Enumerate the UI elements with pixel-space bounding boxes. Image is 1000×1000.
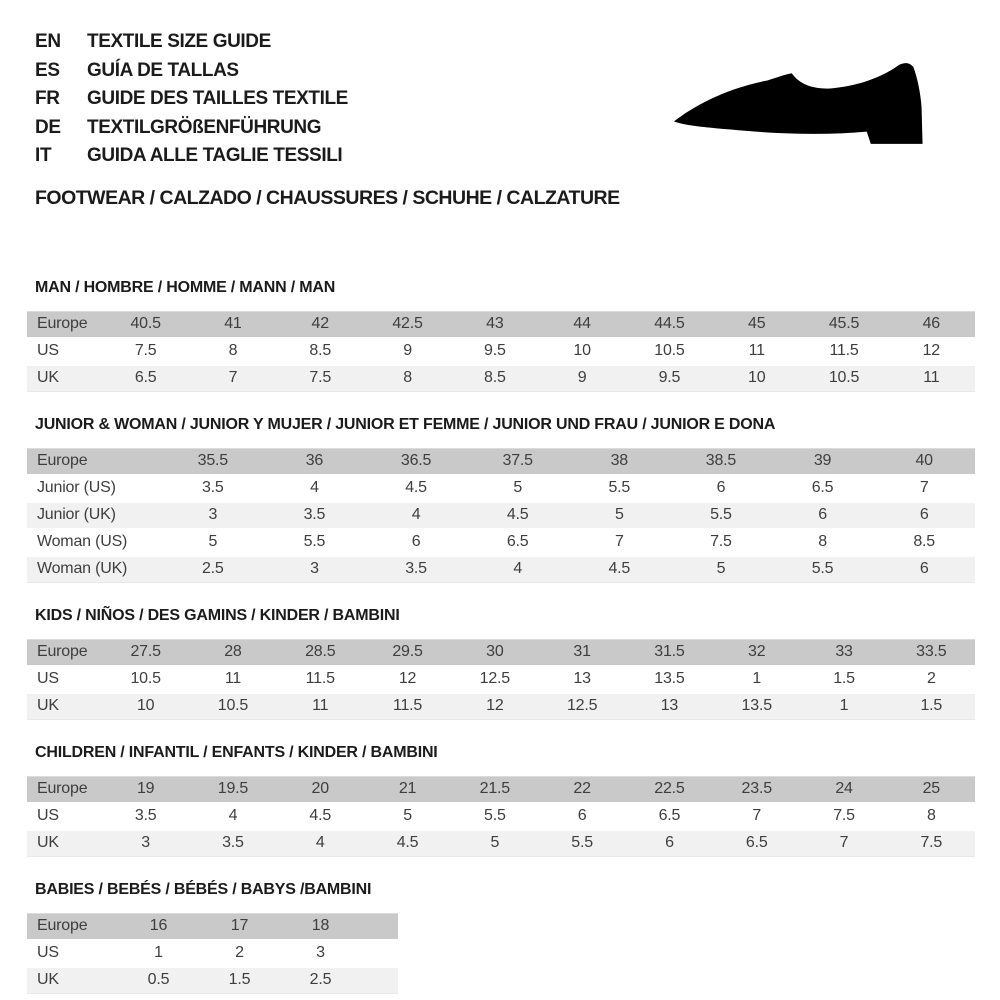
size-cell: 8.5 <box>913 533 936 550</box>
size-cell: 4 <box>411 506 421 523</box>
size-cell: 18 <box>311 917 330 934</box>
size-cell: 11 <box>312 697 329 714</box>
row-label: US <box>37 944 59 961</box>
size-cell: 16 <box>149 917 168 934</box>
size-cell: 6 <box>919 506 929 523</box>
size-cell: 6.5 <box>658 807 681 824</box>
size-cell: 1.5 <box>228 971 251 988</box>
size-cell: 19.5 <box>217 780 249 797</box>
size-cell: 46 <box>922 315 941 332</box>
size-table-title: CHILDREN / INFANTIL / ENFANTS / KINDER / BAMBINI <box>35 743 438 761</box>
table-row <box>27 804 975 829</box>
size-cell: 39 <box>813 452 832 469</box>
size-cell: 0.5 <box>147 971 170 988</box>
size-cell: 24 <box>835 780 853 797</box>
size-cell: 12 <box>486 697 504 714</box>
size-cell: 3 <box>208 506 218 523</box>
table-row <box>27 476 975 501</box>
size-cell: 1.5 <box>920 697 943 714</box>
size-table <box>27 776 975 857</box>
size-cell: 4.5 <box>309 807 332 824</box>
size-cell: 11 <box>224 670 242 687</box>
table-row <box>27 312 975 337</box>
size-cell: 5.5 <box>303 533 326 550</box>
size-cell: 5 <box>403 807 412 824</box>
size-cell: 7 <box>614 533 624 550</box>
size-cell: 2 <box>926 670 936 687</box>
size-table-section <box>27 607 975 720</box>
size-cell: 12 <box>398 670 417 687</box>
size-cell: 25 <box>922 780 941 797</box>
table-row <box>27 694 975 719</box>
language-code: FR <box>35 88 60 110</box>
size-cell: 11 <box>923 369 940 386</box>
size-cell: 38.5 <box>705 452 737 469</box>
size-cell: 9.5 <box>658 369 681 386</box>
size-cell: 8.5 <box>309 342 332 359</box>
size-cell: 4 <box>513 560 523 577</box>
language-code: EN <box>35 31 61 53</box>
size-cell: 5 <box>513 479 523 496</box>
size-cell: 6.5 <box>506 533 529 550</box>
size-cell: 5.5 <box>710 506 732 523</box>
size-cell: 13.5 <box>654 670 685 687</box>
language-code: DE <box>35 116 61 138</box>
size-cell: 3.5 <box>405 560 427 577</box>
size-cell: 10.5 <box>654 342 685 359</box>
table-row <box>27 941 398 966</box>
size-cell: 7.5 <box>309 369 332 386</box>
row-label: Woman (UK) <box>37 560 128 577</box>
size-cell: 21 <box>398 780 417 797</box>
size-cell: 10.5 <box>130 670 161 687</box>
size-cell: 7 <box>228 369 238 386</box>
size-cell: 44.5 <box>654 315 685 332</box>
size-cell: 23.5 <box>741 780 772 797</box>
size-cell: 29.5 <box>392 643 423 660</box>
size-cell: 3.5 <box>303 506 326 523</box>
tables-container <box>27 279 975 994</box>
size-cell: 8 <box>818 533 827 550</box>
size-table <box>27 913 398 994</box>
size-cell: 9 <box>403 342 412 359</box>
size-cell: 8 <box>228 342 238 359</box>
size-cell: 12.5 <box>479 670 510 687</box>
size-cell: 17 <box>230 917 249 934</box>
size-cell: 36 <box>305 452 324 469</box>
size-cell: 4.5 <box>405 479 427 496</box>
size-cell: 6 <box>716 479 726 496</box>
size-cell: 4 <box>228 807 238 824</box>
row-label: UK <box>37 369 59 386</box>
size-cell: 11.5 <box>305 670 335 687</box>
size-cell: 45.5 <box>828 315 860 332</box>
size-cell: 36.5 <box>400 452 432 469</box>
size-cell: 40.5 <box>130 315 161 332</box>
size-cell: 10 <box>573 342 591 359</box>
size-cell: 4.5 <box>506 506 529 523</box>
size-table-title: BABIES / BEBÉS / BÉBÉS / BABYS /BAMBINI <box>35 880 372 898</box>
size-cell: 2 <box>235 944 244 961</box>
size-cell: 11 <box>748 342 765 359</box>
size-cell: 38 <box>610 452 629 469</box>
row-label: Europe <box>37 315 88 332</box>
row-label: UK <box>37 834 59 851</box>
size-cell: 12 <box>922 342 941 359</box>
size-cell: 10 <box>136 697 155 714</box>
size-cell: 3 <box>310 560 319 577</box>
size-cell: 7.5 <box>710 533 732 550</box>
size-cell: 5.5 <box>484 807 506 824</box>
size-cell: 3 <box>316 944 325 961</box>
language-title: TEXTILE SIZE GUIDE <box>87 31 271 53</box>
row-label: Woman (US) <box>37 533 128 550</box>
size-cell: 13 <box>573 670 591 687</box>
size-cell: 2.5 <box>201 560 224 577</box>
size-cell: 33.5 <box>916 643 947 660</box>
size-cell: 11.5 <box>829 342 859 359</box>
size-cell: 22 <box>573 780 591 797</box>
size-cell: 4.5 <box>396 834 419 851</box>
size-cell: 7 <box>752 807 762 824</box>
row-label: Europe <box>37 917 88 934</box>
size-cell: 45 <box>748 315 766 332</box>
size-cell: 5 <box>716 560 726 577</box>
table-row <box>27 503 975 528</box>
size-cell: 35.5 <box>197 452 228 469</box>
size-cell: 6.5 <box>745 834 768 851</box>
size-cell: 19 <box>136 780 155 797</box>
size-cell: 10 <box>748 369 766 386</box>
size-cell: 30 <box>486 643 504 660</box>
table-row <box>27 366 975 391</box>
size-cell: 7.5 <box>920 834 943 851</box>
size-cell: 5 <box>490 834 500 851</box>
size-cell: 22.5 <box>654 780 685 797</box>
size-cell: 27.5 <box>130 643 161 660</box>
size-table-section <box>27 416 975 583</box>
size-cell: 7 <box>919 479 929 496</box>
language-title: GUIDE DES TAILLES TEXTILE <box>87 88 348 110</box>
size-cell: 6 <box>818 506 827 523</box>
table-row <box>27 449 975 474</box>
size-cell: 21.5 <box>479 780 510 797</box>
size-cell: 4 <box>310 479 319 496</box>
size-cell: 7 <box>839 834 849 851</box>
size-cell: 2.5 <box>309 971 332 988</box>
language-code: ES <box>35 59 60 81</box>
size-cell: 37.5 <box>502 452 533 469</box>
size-cell: 42 <box>311 315 329 332</box>
table-row <box>27 831 975 856</box>
size-table <box>27 311 975 392</box>
row-label: Junior (UK) <box>37 506 116 523</box>
size-cell: 6 <box>665 834 674 851</box>
size-cell: 7.5 <box>134 342 157 359</box>
row-label: US <box>37 670 59 687</box>
size-cell: 28.5 <box>305 643 336 660</box>
language-code: IT <box>35 145 52 167</box>
language-row <box>27 28 975 57</box>
row-label: Europe <box>37 643 88 660</box>
size-table-title: JUNIOR & WOMAN / JUNIOR Y MUJER / JUNIOR ET FEMME / JUNIOR UND FRAU / JUNIOR E DONA <box>35 415 776 433</box>
size-cell: 1.5 <box>833 670 855 687</box>
row-label: Europe <box>37 452 88 469</box>
size-cell: 10.5 <box>217 697 249 714</box>
size-cell: 10.5 <box>828 369 860 386</box>
row-label: Junior (US) <box>37 479 116 496</box>
language-title: GUÍA DE TALLAS <box>87 59 239 81</box>
size-cell: 1 <box>839 697 849 714</box>
size-cell: 5.5 <box>811 560 834 577</box>
size-cell: 9.5 <box>484 342 506 359</box>
size-cell: 20 <box>311 780 329 797</box>
size-cell: 1 <box>154 944 163 961</box>
size-cell: 6 <box>577 807 587 824</box>
size-cell: 32 <box>748 643 766 660</box>
size-cell: 6.5 <box>134 369 157 386</box>
size-cell: 13.5 <box>741 697 772 714</box>
table-row <box>27 914 398 939</box>
size-cell: 8 <box>403 369 412 386</box>
size-cell: 8.5 <box>484 369 506 386</box>
size-cell: 11.5 <box>392 697 423 714</box>
table-row <box>27 777 975 802</box>
size-table <box>27 639 975 720</box>
size-cell: 12.5 <box>566 697 598 714</box>
shoe-icon <box>670 60 954 150</box>
size-cell: 5.5 <box>571 834 593 851</box>
size-cell: 4 <box>315 834 325 851</box>
size-cell: 4.5 <box>608 560 631 577</box>
size-cell: 7.5 <box>833 807 855 824</box>
size-cell: 31.5 <box>654 643 685 660</box>
size-cell: 44 <box>573 315 591 332</box>
table-row <box>27 667 975 692</box>
size-table-title: KIDS / NIÑOS / DES GAMINS / KINDER / BAMBINI <box>35 606 400 624</box>
table-row <box>27 968 398 993</box>
size-cell: 6 <box>411 533 421 550</box>
size-cell: 5.5 <box>608 479 631 496</box>
language-title: GUIDA ALLE TAGLIE TESSILI <box>87 145 343 167</box>
size-cell: 42.5 <box>392 315 423 332</box>
size-cell: 1 <box>752 670 762 687</box>
language-title: TEXTILGRÖßENFÜHRUNG <box>87 116 322 138</box>
row-label: UK <box>37 971 59 988</box>
row-label: US <box>37 807 59 824</box>
size-cell: 3.5 <box>222 834 244 851</box>
size-cell: 5 <box>208 533 218 550</box>
size-cell: 31 <box>573 643 591 660</box>
size-cell: 6 <box>919 560 929 577</box>
size-cell: 6.5 <box>811 479 834 496</box>
size-cell: 5 <box>614 506 624 523</box>
size-cell: 41 <box>224 315 242 332</box>
table-row <box>27 557 975 582</box>
table-row <box>27 640 975 665</box>
row-label: Europe <box>37 780 88 797</box>
table-row <box>27 530 975 555</box>
size-table-section <box>27 881 975 994</box>
size-table <box>27 448 975 583</box>
size-cell: 3.5 <box>201 479 224 496</box>
size-cell: 33 <box>835 643 853 660</box>
size-table-section <box>27 279 975 392</box>
size-cell: 3 <box>141 834 150 851</box>
size-cell: 8 <box>926 807 936 824</box>
size-cell: 40 <box>915 452 933 469</box>
size-cell: 28 <box>224 643 242 660</box>
size-cell: 9 <box>577 369 587 386</box>
row-label: US <box>37 342 59 359</box>
category-title: FOOTWEAR / CALZADO / CHAUSSURES / SCHUHE / CALZATURE <box>35 186 620 209</box>
size-cell: 43 <box>486 315 504 332</box>
size-table-section <box>27 744 975 857</box>
size-cell: 13 <box>660 697 679 714</box>
table-row <box>27 339 975 364</box>
size-table-title: MAN / HOMBRE / HOMME / MANN / MAN <box>35 278 336 296</box>
size-cell: 3.5 <box>134 807 157 824</box>
row-label: UK <box>37 697 59 714</box>
